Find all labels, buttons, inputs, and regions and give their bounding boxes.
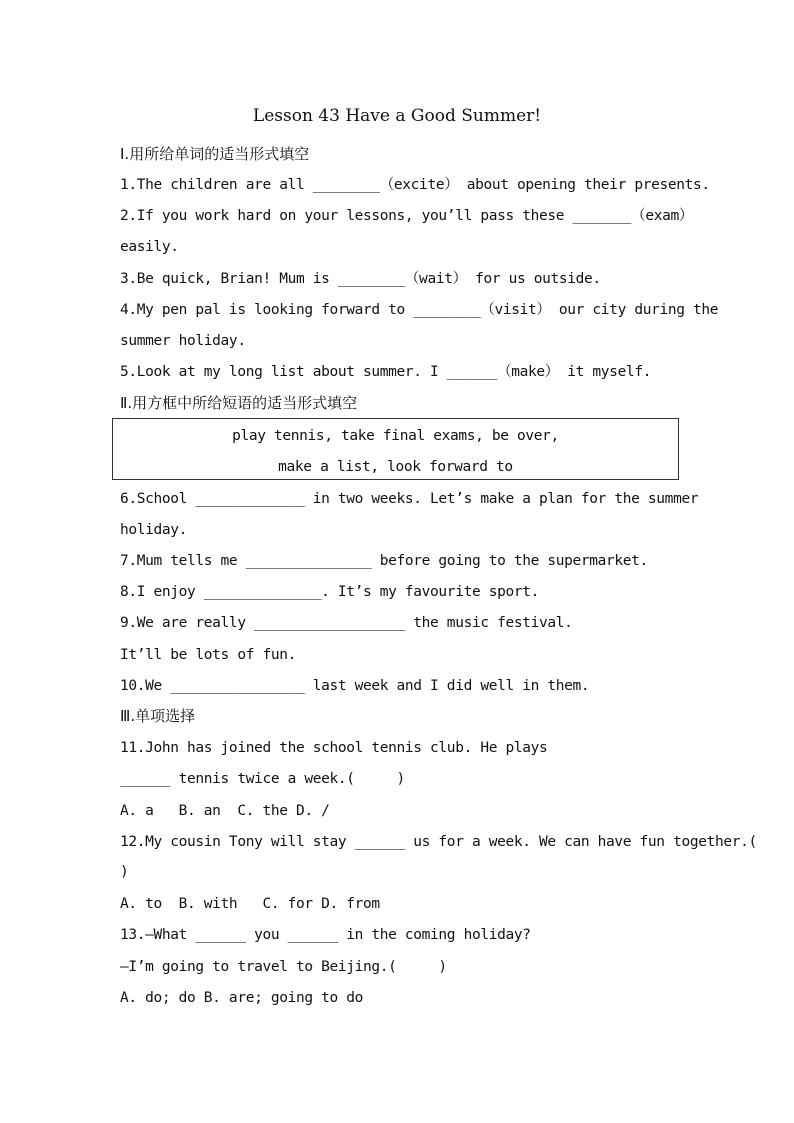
question-line: 12.My cousin Tony will stay ______ us for a week. We can have fun together.(	[120, 834, 757, 850]
section-3-heading: Ⅲ.单项选择	[120, 707, 196, 725]
question-line: summer holiday.	[120, 333, 246, 349]
question-line: 5.Look at my long list about summer. I ______（make） it myself.	[120, 364, 652, 380]
question-line: easily.	[120, 239, 179, 255]
question-line: )	[120, 864, 129, 880]
question-line: 13.—What ______ you ______ in the coming holiday?	[120, 927, 531, 943]
question-line: 11.John has joined the school tennis club. He plays	[120, 740, 548, 756]
question-line: 2.If you work hard on your lessons, you’ll pass these _______（exam）	[120, 208, 693, 224]
answer-options: A. a B. an C. the D. /	[120, 803, 330, 819]
question-line: ______ tennis twice a week.( )	[120, 771, 405, 787]
question-line: 9.We are really __________________ the music festival.	[120, 615, 573, 631]
question-line: 10.We ________________ last week and I did well in them.	[120, 678, 590, 694]
question-line: 1.The children are all ________（excite） about opening their presents.	[120, 177, 710, 193]
section-1-heading: Ⅰ.用所给单词的适当形式填空	[120, 145, 310, 163]
answer-options: A. to B. with C. for D. from	[120, 896, 380, 912]
question-line: 8.I enjoy ______________. It’s my favourite sport.	[120, 584, 539, 600]
page-title: Lesson 43 Have a Good Summer!	[252, 106, 542, 126]
answer-options: A. do; do B. are; going to do	[120, 990, 364, 1006]
question-line: holiday.	[120, 522, 188, 538]
question-line: 3.Be quick, Brian! Mum is ________（wait） for us outside.	[120, 271, 601, 287]
phrase-box-line: make a list, look forward to	[278, 459, 513, 475]
phrase-box	[112, 418, 679, 480]
question-line: —I’m going to travel to Beijing.( )	[120, 959, 447, 975]
question-line: 7.Mum tells me _______________ before going to the supermarket.	[120, 553, 648, 569]
section-2-heading: Ⅱ.用方框中所给短语的适当形式填空	[120, 394, 358, 412]
phrase-box-line: play tennis, take final exams, be over,	[232, 428, 559, 444]
question-line: 4.My pen pal is looking forward to ________（visit） our city during the	[120, 302, 719, 318]
question-line: 6.School _____________ in two weeks. Let’s make a plan for the summer	[120, 491, 699, 507]
question-line: It’ll be lots of fun.	[120, 647, 296, 663]
